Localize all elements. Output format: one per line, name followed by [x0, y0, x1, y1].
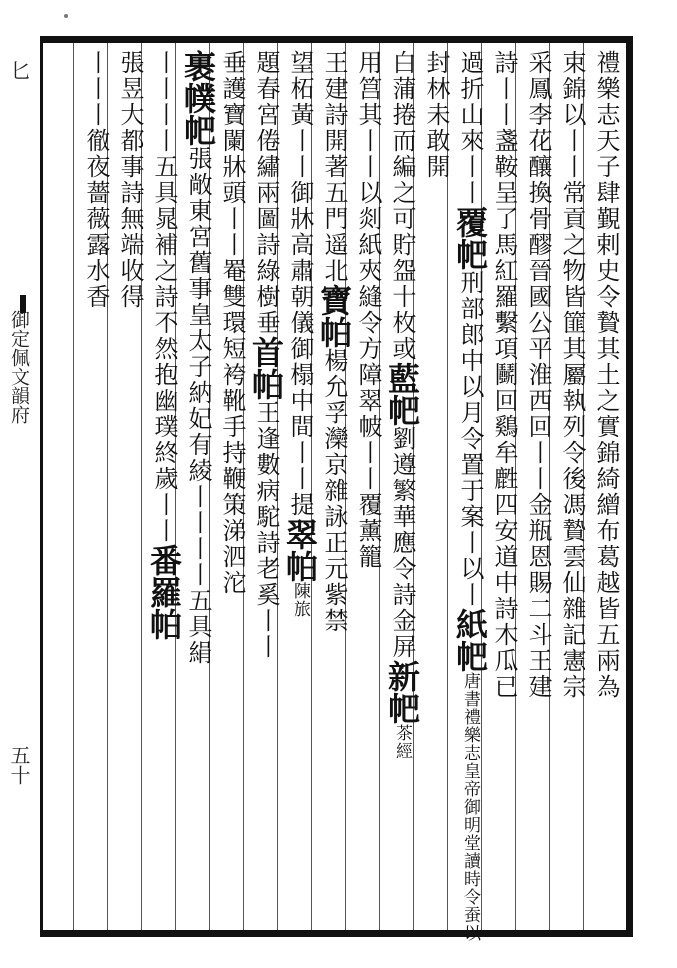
text-run: 王建詩開著五門遥北: [320, 50, 348, 284]
text-column: [280, 50, 320, 618]
text-run: 采鳳李花釀換骨醪晉國公平淮西回丨丨金瓶恩賜二斗王建: [524, 50, 552, 700]
frame-left-border: [40, 36, 43, 937]
text-run: 題春宮倦繡兩圖詩綠樹垂: [252, 50, 280, 336]
text-column: [450, 50, 490, 942]
citation-note: 陳旅: [290, 582, 310, 618]
text-run: 禮樂志天子肆覲剌史令贄其土之實錦綺繒布葛越皆五兩為: [592, 50, 620, 700]
text-run: 王逢數病駝詩老奚丨丨: [252, 400, 280, 660]
text-run: 劉遵繁華應令詩金屏: [388, 426, 416, 660]
text-column: [178, 50, 218, 666]
text-run: 望柘黃丨丨御牀高: [286, 50, 314, 258]
text-run: 過折山來丨丨: [456, 50, 484, 206]
text-run: 刑部郎中以月令置于案丨以丨: [456, 270, 484, 608]
frame-top-border: [40, 36, 632, 43]
headword: 新帊: [383, 660, 421, 724]
text-column: [212, 50, 252, 596]
text-column: [586, 50, 626, 700]
headword: 藍帊: [383, 362, 421, 426]
text-column: [314, 50, 354, 634]
text-column: [382, 50, 422, 760]
text-run: 詩丨丨盞鞍呈了馬紅羅繫項鬭回鷄牟𪊟四安道中詩木瓜已: [490, 50, 518, 700]
headword: 首帕: [247, 336, 285, 400]
text-run: 張昱大都事詩無端收得: [116, 50, 144, 310]
text-column: [246, 50, 286, 660]
text-column: [110, 50, 150, 310]
text-run: 丨丨丨丨五具晁補之詩不然抱幽璞終歲丨丨: [150, 50, 178, 544]
text-column: [76, 50, 116, 310]
text-run: 封林未敢開: [422, 50, 450, 180]
text-run: 垂護寶闌牀頭丨丨罨雙環: [218, 50, 246, 336]
text-run: 白蒲捲而編之可貯盌十枚或: [388, 50, 416, 362]
headword: 番羅帕: [145, 544, 183, 640]
text-run: 束錦以丨丨常貢之物皆篚其屬執列令後馮贄雲仙雜記憲宗: [558, 50, 586, 700]
text-run: 楊允孚灤京雜詠正元紫禁: [320, 348, 348, 634]
citation-note: 唐書禮樂志皇帝御明堂讀時令: [460, 672, 480, 906]
citation-note: 茶經: [392, 724, 412, 760]
text-column: [144, 50, 184, 640]
margin-top-mark: 匕: [7, 60, 31, 80]
text-column: [348, 50, 388, 570]
citation-note: 蚕以: [460, 906, 480, 942]
text-run: 障翠帔丨丨覆薰籠: [354, 362, 382, 570]
margin-page-number: 五十: [7, 745, 31, 785]
text-run: 短袴靴手持鞭策涕泗沱: [218, 336, 246, 596]
text-column: [552, 50, 592, 700]
text-run: 用筥其丨丨以剡紙夾縫令方: [354, 50, 382, 362]
text-run: 肅朝儀御榻中間丨丨提: [286, 258, 314, 518]
text-run: 張敞東宮舊事皇太子納妃有綾丨丨丨丨五具絹: [184, 146, 212, 666]
text-column: [518, 50, 558, 700]
headword: 覆帊: [451, 206, 489, 270]
margin-book-title: 御定佩文韻府: [8, 310, 30, 424]
column-rule: [73, 43, 74, 930]
text-column: [416, 50, 456, 180]
headword: 寶帕: [315, 284, 353, 348]
frame-bottom-border: [40, 930, 632, 937]
headword: 裹幞帊: [179, 50, 217, 146]
scan-speck: [64, 14, 68, 18]
text-column: [484, 50, 524, 700]
headword: 翠帕: [281, 518, 319, 582]
headword: 紙帊: [451, 608, 489, 672]
text-run: 丨丨丨徹夜薔薇露水香: [82, 50, 110, 310]
frame-right-border: [626, 36, 633, 937]
